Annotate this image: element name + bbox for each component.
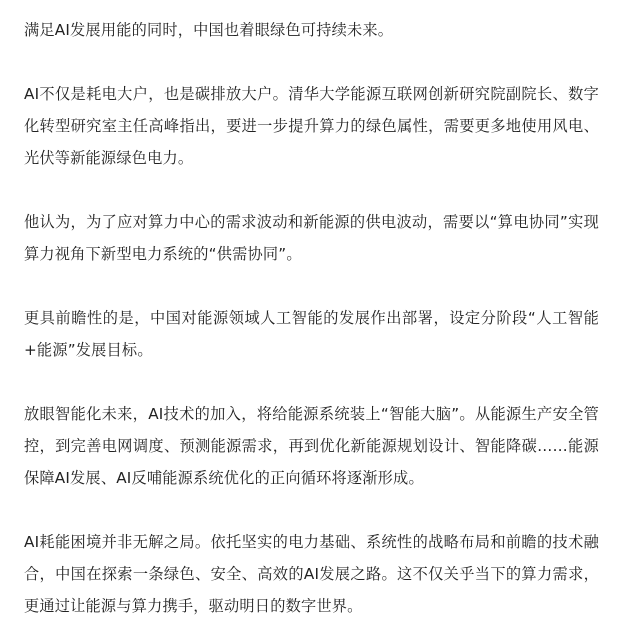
paragraph-4: 更具前瞻性的是，中国对能源领域人工智能的发展作出部署，设定分阶段“人工智能+能源”发展目标。 [24,309,599,359]
paragraph-2: AI不仅是耗电大户，也是碳排放大户。清华大学能源互联网创新研究院副院长、数字化转型研究室主任高峰指出，要进一步提升算力的绿色属性，需要更多地使用风电、光伏等新能源绿色电力。 [24,85,599,167]
paragraph-3: 他认为，为了应对算力中心的需求波动和新能源的供电波动，需要以“算电协同”实现算力视角下新型电力系统的“供需协同”。 [24,213,599,263]
paragraph-6: AI耗能困境并非无解之局。依托坚实的电力基础、系统性的战略布局和前瞻的技术融合，中国在探索一条绿色、安全、高效的AI发展之路。这不仅关乎当下的算力需求，更通过让能源与算力携手，驱动明日的数字世界。 [24,533,599,615]
paragraph-5: 放眼智能化未来，AI技术的加入，将给能源系统装上“智能大脑”。从能源生产安全管控，到完善电网调度、预测能源需求，再到优化新能源规划设计、智能降碳……能源保障AI发展、AI反哺能源系统优化的正向循环将逐渐形成。 [24,405,599,487]
paragraph-1: 满足AI发展用能的同时，中国也着眼绿色可持续未来。 [24,21,394,39]
